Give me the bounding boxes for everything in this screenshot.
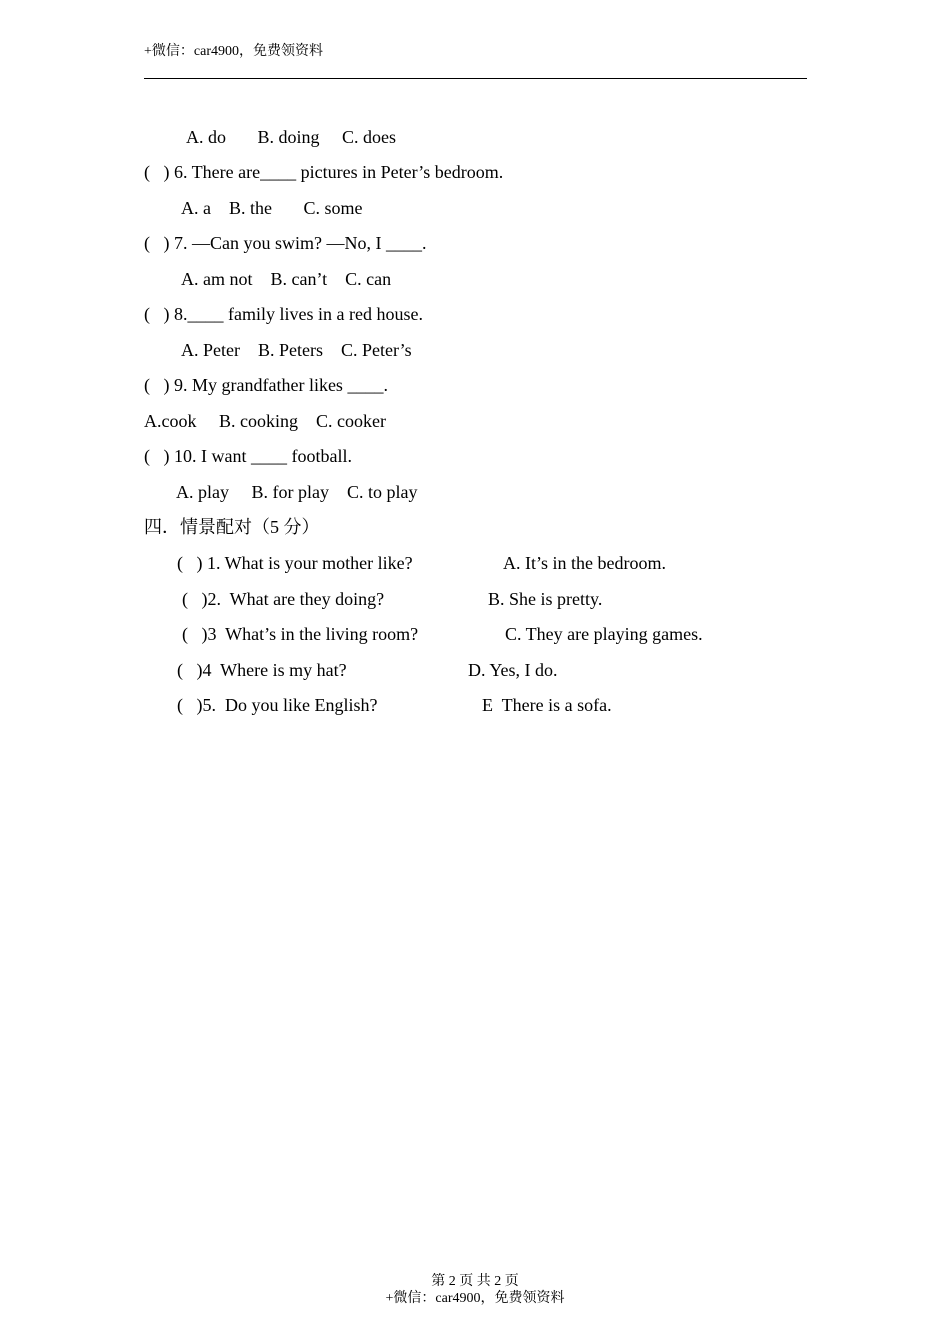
match-question-1: ( ) 1. What is your mother like? [177, 553, 413, 573]
match-question-3: ( )3 What’s in the living room? [182, 624, 419, 644]
q8-text: ( ) 8.____ family lives in a red house. [144, 304, 423, 324]
q9-options: A.cook B. cooking C. cooker [144, 411, 386, 431]
q7-options: A. am not B. can’t C. can [181, 269, 392, 289]
page-number: 第 2 页 共 2 页 [431, 1274, 519, 1289]
q8-options: A. Peter B. Peters C. Peter’s [181, 340, 412, 360]
section-4-title: 四．情景配对（5 分） [144, 517, 320, 537]
header-text: +微信：car4900，免费领资料 [144, 44, 323, 59]
match-answer-c: C. They are playing games. [505, 624, 703, 644]
match-answer-a: A. It’s in the bedroom. [503, 553, 666, 573]
match-question-2: ( )2. What are they doing? [182, 589, 385, 609]
match-question-4: ( )4 Where is my hat? [177, 660, 347, 680]
q6-text: ( ) 6. There are____ pictures in Peter’s bedroom. [144, 162, 504, 182]
match-answer-e: E There is a sofa. [482, 695, 612, 715]
q10-text: ( ) 10. I want ____ football. [144, 446, 352, 466]
q10-options: A. play B. for play C. to play [176, 482, 418, 502]
footer-text: +微信：car4900，免费领资料 [385, 1291, 565, 1306]
q7-text: ( ) 7. —Can you swim? —No, I ____. [144, 233, 427, 253]
match-answer-b: B. She is pretty. [488, 589, 603, 609]
match-answer-d: D. Yes, I do. [468, 660, 558, 680]
header-divider [144, 78, 807, 79]
q9-text: ( ) 9. My grandfather likes ____. [144, 375, 388, 395]
q5-options: A. do B. doing C. does [186, 127, 397, 147]
match-question-5: ( )5. Do you like English? [177, 695, 378, 715]
q6-options: A. a B. the C. some [181, 198, 363, 218]
